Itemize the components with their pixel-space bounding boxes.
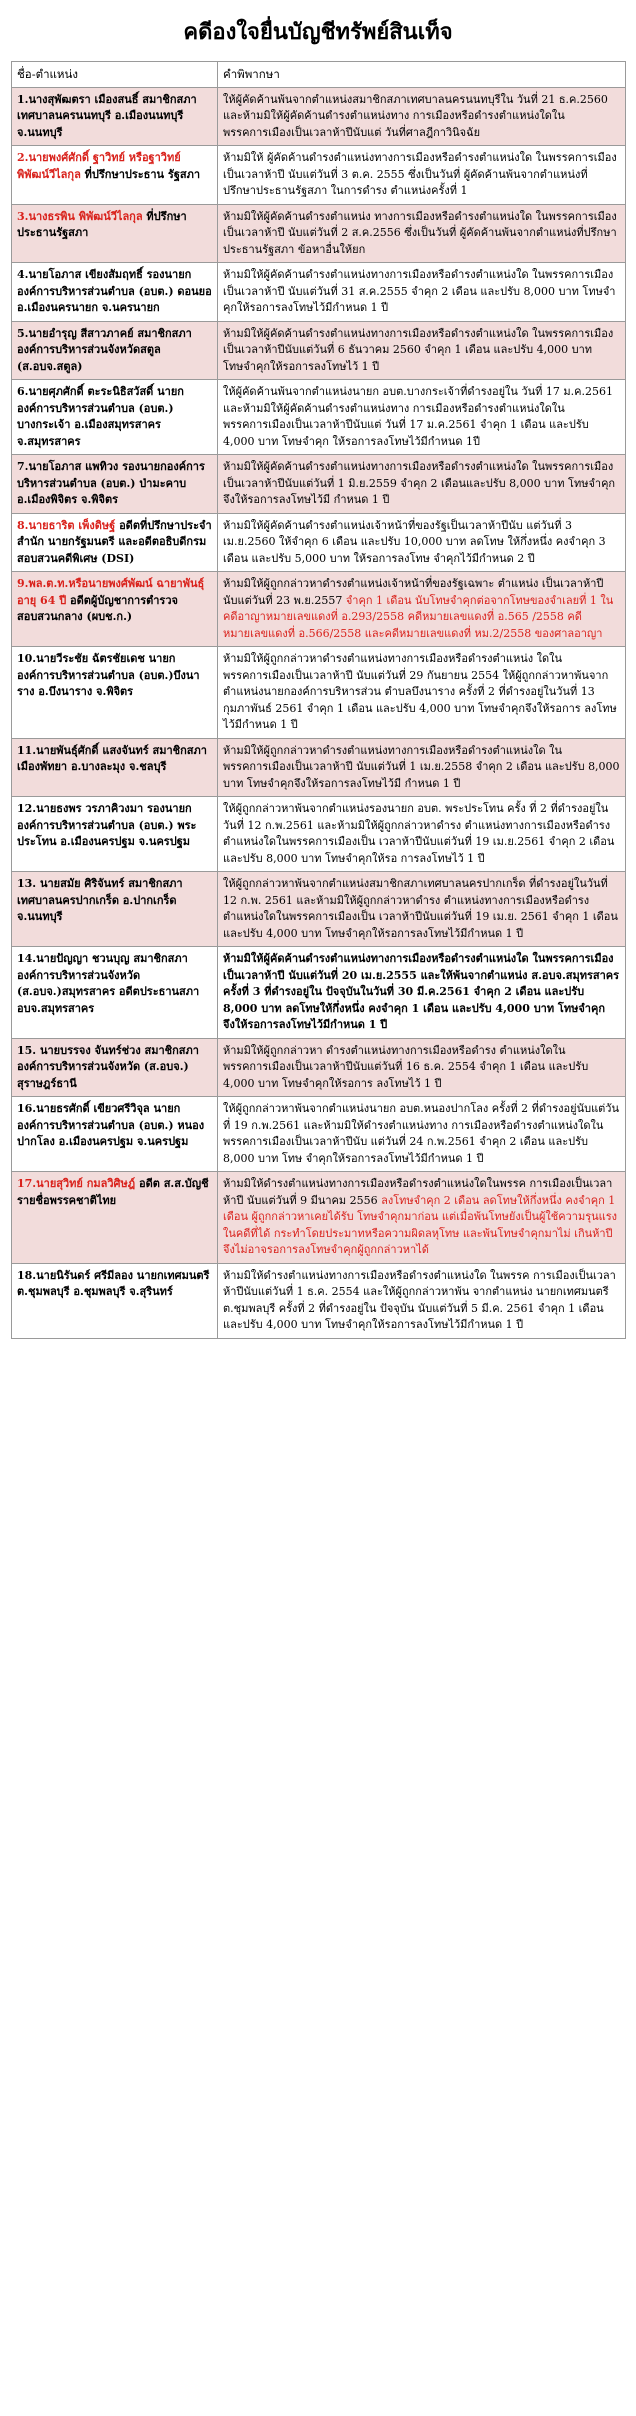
official-name-cell (12, 872, 218, 947)
official-name-text: 4.นายโอภาส เขียงสัมฤทธิ์ รองนายกองค์การบริหารส่วนตำบล (อบต.) ดอนยอ อ.เมืองนครนายก จ.นครนายก (17, 268, 212, 314)
verdict-text: ห้ามมิให้ผู้คัดค้านดำรงตำแหน่งทางการเมืองหรือดำรงตำแหน่งใด ในพรรคการเมืองเป็นเวลาห้าปีนับแต่วันที่ 1 มิ.ย.2559 จำคุก 2 เดือนและปรับ 8,000 บาท โทษจำคุกจึงให้รอการลงโทษไว้มี กำหนด 1 ปี (223, 460, 616, 506)
verdict-cell (218, 738, 626, 797)
page-title: คดีองใจยื่นบัญชีทรัพย์สินเท็จ (183, 20, 453, 45)
verdict-cell (218, 380, 626, 455)
verdict-text: ห้ามมิให้ผู้ถูกกล่าวหาดำรงตำแหน่งทางการเมืองหรือดำรงตำแหน่งใด ในพรรคการเมืองเป็นเวลาห้าปี นับแต่วันที่ 1 เม.ย.2558 จำคุก 2 เดือน และปรับ 8,000 บาท โทษจำคุกจึงให้รอการลงโทษไว้มี กำหนด 1 ปี (223, 743, 620, 790)
official-name-cell (12, 455, 218, 514)
official-name-cell (12, 1172, 218, 1264)
table-body (12, 87, 626, 1338)
table-row (12, 797, 626, 872)
official-name-highlight: 17.นายสุวิทย์ กมลวิศิษฎ์ (17, 1177, 136, 1190)
official-name-text: ที่ปรึกษาประธาน รัฐสภา (80, 167, 201, 181)
verdict-text: ห้ามมิให้ ผู้คัดค้านดำรงตำแหน่งทางการเมืองหรือดำรงตำแหน่งใด ในพรรคการเมืองเป็นเวลาห้าปี นับแต่วันที่ 3 ต.ค. 2555 ซึ่งเป็นวันที่ ผู้คัดค้านพ้นจากตำแหน่งที่ปรึกษาประธานรัฐสภา ในการดำรง ตำแหน่งครั้งที่ 1 (223, 151, 617, 197)
verdict-cell (218, 513, 626, 572)
verdict-cell (218, 1263, 626, 1338)
official-name-cell (12, 204, 218, 263)
official-name-highlight: 3.นางธรพิน พิพัฒน์วีไลกุล (17, 209, 143, 223)
verdict-cell (218, 797, 626, 872)
verdict-text: ห้ามมิให้ผู้คัดค้านดำรงตำแหน่งเจ้าหน้าที่ของรัฐเป็นเวลาห้าปีนับ แต่วันที่ 3 เม.ย.2560 ให้จำคุก 6 เดือน และปรับ 10,000 บาท ลดโทษ ให้กึ่งหนึ่ง คงจำคุก 3 เดือน และปรับ 5,000 บาท ให้รอการลงโทษ จำคุกไว้มีกำหนด 2 ปี (223, 518, 606, 565)
official-name-cell (12, 797, 218, 872)
table-row (12, 572, 626, 647)
table-row (12, 1263, 626, 1338)
table-row (12, 263, 626, 322)
table-row (12, 87, 626, 146)
official-name-cell (12, 146, 218, 205)
verdict-cell (218, 321, 626, 380)
official-name-highlight: 8.นายธาริต เพ็งดิษฐ์ (17, 518, 116, 532)
verdict-text: ให้ผู้ถูกกล่าวหาพ้นจากตำแหน่งรองนายก อบต. พระประโทน ครั้ง ที่ 2 ที่ดำรงอยู่ในวันที่ 12 ก.พ.2561 และห้ามมิให้ผู้ถูกกล่าวหาดำรง ตำแหน่งทางการเมืองหรือดำรงตำแหน่งใดในพรรคการเมืองเป็น เวลาห้าปีนับแต่วันที่ 19 เม.ย.2561 จำคุก 2 เดือน และปรับ 8,000 บาท โทษจำคุกให้รอ การลงโทษไว้ 1 ปี (223, 802, 615, 865)
verdict-text: ห้ามมิให้ดำรงตำแหน่งทางการเมืองหรือดำรงตำแหน่งใดในพรรค การเมืองเป็นเวลาห้าปี นับแต่วันที่ 9 มีนาคม 2556 (223, 1177, 613, 1207)
header-name: ชื่อ-ตำแหน่ง (12, 62, 218, 88)
verdict-cell (218, 1038, 626, 1097)
official-name-highlight: 2.นายพงศ์ศักดิ์ ฐาวิทย์ หรือฐาวิทย์ พิพัฒน์วีไลกุล (17, 151, 181, 181)
verdict-text: ห้ามมิให้ผู้ถูกกล่าวหาดำรงตำแหน่งเจ้าหน้าที่ของรัฐเฉพาะ ตำแหน่ง เป็นเวลาห้าปี นับแต่วันที่ 23 พ.ย.2557 (223, 577, 604, 607)
header-verdict: คำพิพากษา (218, 62, 626, 88)
verdict-cell (218, 572, 626, 647)
verdict-text: ห้ามมิให้ผู้คัดค้านดำรงตำแหน่งทางการเมืองหรือดำรงตำแหน่งใด ในพรรคการเมืองเป็นเวลาห้าปีนับแต่วันที่ 6 ธันวาคม 2560 จำคุก 1 เดือน และปรับ 4,000 บาท โทษจำคุกให้รอการลงโทษไว้ 1 ปี (223, 326, 614, 373)
official-name-text: 14.นายปัญญา ชวนบุญ สมาชิกสภาองค์การบริหารส่วนจังหวัด (ส.อบจ.)สมุทรสาคร อดีตประธานสภา อบจ.สมุทรสาคร (17, 952, 200, 1015)
official-name-cell (12, 1038, 218, 1097)
official-name-text: 11.นายพันธุ์ศักดิ์ แสงจันทร์ สมาชิกสภาเมืองพัทยา อ.บางละมุง จ.ชลบุรี (17, 743, 207, 773)
table-row (12, 647, 626, 739)
official-name-text: 7.นายโอภาส แพทิวง รองนายกองค์การบริหารส่วนตำบล (อบต.) ป่ามะคาบ อ.เมืองพิจิตร จ.พิจิตร (17, 460, 205, 506)
table-row (12, 321, 626, 380)
table-row (12, 1097, 626, 1172)
official-name-text: 1.นางสุพัฒตรา เมืองสนธิ์ สมาชิกสภาเทศบาลนครนนทบุรี อ.เมืองนนทบุรี จ.นนทบุรี (17, 92, 197, 139)
table-row (12, 947, 626, 1039)
verdict-text-highlight: ลงโทษจำคุก 2 เดือน ลดโทษให้กึ่งหนึ่ง คงจำคุก 1 เดือน ผู้ถูกกล่าวหาเคยได้รับ โทษจำคุกมาก่อน แต่เมื่อพ้นโทษยังเป็นผู้ใช้ความรุนแรงในคดีที่ได้ กระทำโดยประมาทหรือความผิดลหุโทษ และพ้นโทษจำคุกมาไม่ เกินห้าปี จึงไม่อาจรอการลงโทษจำคุกผู้ถูกกล่าวหาได้ (223, 1193, 618, 1256)
verdict-cell (218, 1172, 626, 1264)
official-name-cell (12, 87, 218, 146)
verdict-text: ให้ผู้คัดค้านพ้นจากตำแหน่งสมาชิกสภาเทศบาลนครนนทบุรีใน วันที่ 21 ธ.ค.2560 และห้ามมิให้ผู้คัดค้านดำรงตำแหน่งทาง การเมืองหรือดำรงตำแหน่งใดในพรรคการเมืองเป็นเวลาห้าปีนับแต่ วันที่ศาลฎีกาวินิจฉัย (223, 92, 608, 139)
table-header-row (12, 62, 626, 88)
table-row (12, 204, 626, 263)
verdict-cell (218, 1097, 626, 1172)
table-row (12, 1038, 626, 1097)
official-name-cell (12, 321, 218, 380)
verdict-cell (218, 647, 626, 739)
official-name-text: 16.นายธรศักดิ์ เขียวศรีวิจุล นายกองค์การบริหารส่วนตำบล (อบต.) หนองปากโลง อ.เมืองนครปฐม จ.นครปฐม (17, 1102, 205, 1148)
verdict-table (11, 61, 626, 1339)
verdict-text: ห้ามมิให้ผู้ถูกกล่าวหา ดำรงตำแหน่งทางการเมืองหรือดำรง ตำแหน่งใดในพรรคการเมืองเป็นเวลาห้าปีนับแต่วันที่ 16 ธ.ค. 2554 จำคุก 1 เดือน และปรับ 4,000 บาท โทษจำคุกให้รอการ ลงโทษไว้ 1 ปี (223, 1043, 589, 1090)
official-name-cell (12, 947, 218, 1039)
official-name-text: 10.นายวีระชัย ฉัตรชัยเดช นายกองค์การบริหารส่วนตำบล (อบต.)บึงนาราง อ.บึงนาราง จ.พิจิตร (17, 652, 200, 698)
official-name-text: อดีตผู้บัญชาการตำรวจสอบสวนกลาง (ผบช.ก.) (17, 593, 178, 623)
official-name-cell (12, 738, 218, 797)
official-name-cell (12, 647, 218, 739)
verdict-text: ให้ผู้คัดค้านพ้นจากตำแหน่งนายก อบต.บางกระเจ้าที่ดำรงอยู่ใน วันที่ 17 ม.ค.2561 และห้ามมิให้ผู้คัดค้านดำรงตำแหน่งทาง การเมืองหรือดำรงตำแหน่งใดในพรรคการเมืองเป็นเวลาห้าปีนับแต่ วันที่ 17 ม.ค.2561 จำคุก 1 เดือน และปรับ 4,000 บาท โทษจำคุก ให้รอการลงโทษไว้มีกำหนด 1ปี (223, 385, 613, 448)
official-name-text: 12.นายธงพร วรภาคิวงมา รองนายกองค์การบริหารส่วนตำบล (อบต.) พระประโทน อ.เมืองนครปฐม จ.นครปฐม (17, 802, 197, 848)
official-name-cell (12, 513, 218, 572)
verdict-text: ให้ผู้ถูกกล่าวหาพ้นจากตำแหน่งสมาชิกสภาเทศบาลนครปากเกร็ด ที่ดำรงอยู่ในวันที่ 12 ก.พ. 2561 และห้ามมิให้ผู้ถูกกล่าวหาดำรง ตำแหน่งทางการเมืองหรือดำรงตำแหน่งใดในพรรคการเมืองเป็น เวลาห้าปีนับแต่วันที่ 19 เม.ย. 2561 จำคุก 1 เดือน และปรับ 4,000 บาท โทษจำคุกให้รอการลงโทษไว้มีกำหนด 1 ปี (223, 877, 618, 940)
verdict-cell (218, 87, 626, 146)
official-name-cell (12, 1263, 218, 1338)
official-name-text: 6.นายศุภศักดิ์ ตะระนิธิสวัสดิ์ นายกองค์การบริหารส่วนตำบล (อบต.) บางกระเจ้า อ.เมืองสมุทรสาคร จ.สมุทรสาคร (17, 385, 184, 448)
table-row (12, 1172, 626, 1264)
verdict-cell (218, 455, 626, 514)
verdict-cell (218, 872, 626, 947)
official-name-highlight: 9.พล.ต.ท.หรือนายพงศ์พัฒน์ ฉายาพันธุ์ อายุ 64 ปี (17, 577, 205, 607)
table-row (12, 872, 626, 947)
official-name-text: 15. นายบรรจง จันทร์ช่วง สมาชิกสภาองค์การบริหารส่วนจังหวัด (ส.อบจ.) สุราษฎร์ธานี (17, 1043, 199, 1090)
verdict-text-bold: ห้ามมิให้ผู้คัดค้านดำรงตำแหน่งทางการเมืองหรือดำรงตำแหน่งใด ในพรรคการเมืองเป็นเวลาห้าปี นับแต่วันที่ 20 เม.ย.2555 และให้พ้นจากตำแหน่ง ส.อบจ.สมุทรสาคร ครั้งที่ 3 ที่ดำรงอยู่ใน ปัจจุบันในวันที่ 30 มี.ค.2561 จำคุก 2 เดือน และปรับ 8,000 บาท ลดโทษให้กึ่งหนึ่ง คงจำคุก 1 เดือน และปรับ 4,000 บาท โทษจำคุก จึงให้รอการลงโทษไว้มีกำหนด 1 ปี (223, 952, 620, 1031)
official-name-cell (12, 1097, 218, 1172)
table-row (12, 146, 626, 205)
table-row (12, 380, 626, 455)
official-name-cell (12, 263, 218, 322)
verdict-text: ให้ผู้ถูกกล่าวหาพ้นจากตำแหน่งนายก อบต.หนองปากโลง ครั้งที่ 2 ที่ดำรงอยู่นับแต่วันที่ 19 ก.พ.2561 และห้ามมิให้ดำรงตำแหน่งทาง การเมืองหรือดำรงตำแหน่งใดในพรรคการเมืองเป็นเวลาห้าปีนับ แต่วันที่ 24 ก.พ.2561 จำคุก 2 เดือน และปรับ 8,000 บาท โทษ จำคุกให้รอการลงโทษไว้มีกำหนด 1 ปี (223, 1102, 619, 1165)
official-name-cell (12, 380, 218, 455)
table-row (12, 738, 626, 797)
official-name-text: 5.นายอำรุญ สีสาวภาคย์ สมาชิกสภาองค์การบริหารส่วนจังหวัดสตูล (ส.อบจ.สตูล) (17, 326, 192, 373)
verdict-text: ห้ามมิให้ดำรงตำแหน่งทางการเมืองหรือดำรงตำแหน่งใด ในพรรค การเมืองเป็นเวลาห้าปีนับแต่วันที่ 1 ธ.ค. 2554 และให้ผู้ถูกกล่าวหาพ้น จากตำแหน่ง นายกเทศมนตรี ต.ชุมพลบุรี ครั้งที่ 2 ที่ดำรงอยู่ใน ปัจจุบัน นับแต่วันที่ 5 มี.ค. 2561 จำคุก 1 เดือน และปรับ 4,000 บาท โทษจำคุกให้รอการลงโทษไว้มีกำหนด 1 ปี (223, 1268, 616, 1331)
verdict-cell (218, 204, 626, 263)
official-name-text: 13. นายสมัย ศิริจันทร์ สมาชิกสภาเทศบาลนครปากเกร็ด อ.ปากเกร็ด จ.นนทบุรี (17, 877, 183, 923)
official-name-cell (12, 572, 218, 647)
verdict-text: ห้ามมิให้ผู้คัดค้านดำรงตำแหน่งทางการเมืองหรือดำรงตำแหน่งใด ในพรรคการเมือง เป็นเวลาห้าปี นับแต่วันที่ 31 ส.ค.2555 จำคุก 2 เดือน และปรับ 8,000 บาท โทษจำคุกให้รอการลงโทษไว้มีกำหนด 1 ปี (223, 268, 616, 314)
table-row (12, 455, 626, 514)
official-name-text: อดีต ส.ส.บัญชีรายชื่อพรรคชาติไทย (17, 1177, 209, 1207)
official-name-text: ที่ปรึกษาประธานรัฐสภา (17, 209, 187, 239)
table-row (12, 513, 626, 572)
verdict-text: ห้ามมิให้ผู้คัดค้านดำรงตำแหน่ง ทางการเมืองหรือดำรงตำแหน่งใด ในพรรคการเมืองเป็นเวลาห้าปี นับแต่วันที่ 2 ส.ค.2556 ซึ่งเป็นวันที่ ผู้คัดค้านพ้นจากตำแหน่งที่ปรึกษาประธานรัฐสภา ข้อหาอื่นให้ยก (223, 209, 617, 256)
verdict-cell (218, 263, 626, 322)
verdict-text-highlight: จำคุก 1 เดือน นับโทษจำคุกต่อจากโทษของจำเลยที่ 1 ในคดีอาญาหมายเลขแดงที่ อ.293/2558 คดีหมายเลขแดงที่ อ.565 /2558 คดีหมายเลขแดงที่ อ.566/2558 และคดีหมายเลขแดงที่ หม.2/2558 ของศาลอาญา (223, 593, 614, 640)
verdict-text: ห้ามมิให้ผู้ถูกกล่าวหาดำรงตำแหน่งทางการเมืองหรือดำรงตำแหน่ง ใดในพรรคการเมืองเป็นเวลาห้าปี นับแต่วันที่ 29 กันยายน 2554 ให้ผู้ถูกกล่าวหาพ้นจากตำแหน่งนายกองค์การบริหารส่วน ตำบลบึงนาราง ครั้งที่ 2 ที่ดำรงอยู่ในวันที่ 13 กุมภาพันธ์ 2561 จำคุก 1 เดือน และปรับ 4,000 บาท โทษจำคุกจึงให้รอการ ลงโทษไว้มีกำหนด 1 ปี (223, 652, 617, 731)
verdict-cell (218, 146, 626, 205)
official-name-text: อดีตที่ปรึกษาประจำสำนัก นายกรัฐมนตรี และอดีตอธิบดีกรมสอบสวนคดีพิเศษ (DSI) (17, 518, 212, 565)
official-name-text: 18.นายนิรันดร์ ศรีมีลอง นายกเทศมนตรี ต.ชุมพลบุรี อ.ชุมพลบุรี จ.สุรินทร์ (17, 1268, 210, 1298)
verdict-cell (218, 947, 626, 1039)
